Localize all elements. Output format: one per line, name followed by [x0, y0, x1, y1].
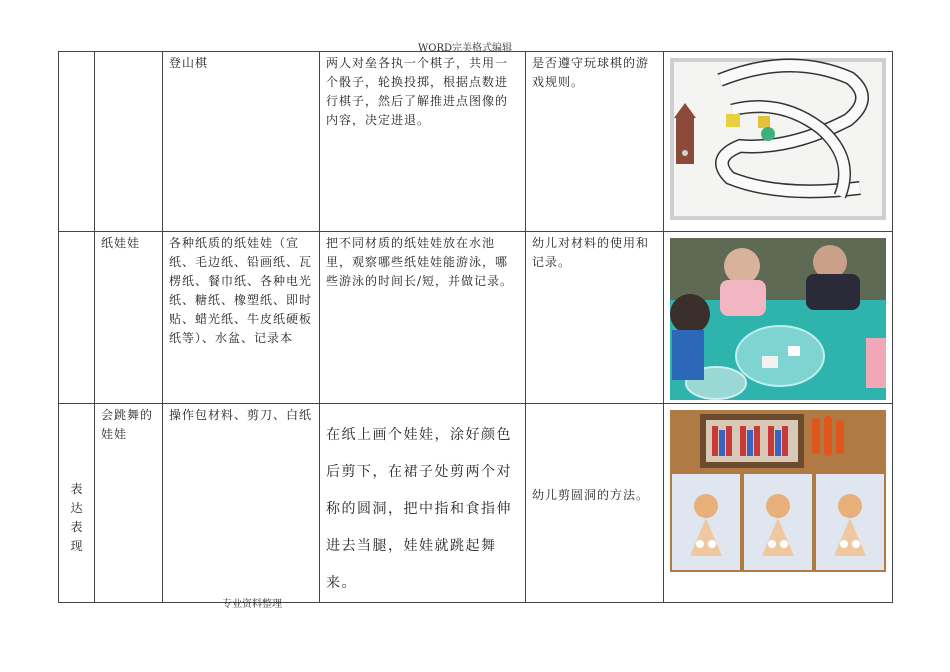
observation-cell: 幼儿对材料的使用和记录。 [526, 232, 664, 404]
materials-cell: 登山棋 [163, 52, 320, 232]
photo-cell [664, 52, 893, 232]
board-game-photo [670, 58, 886, 220]
table-row [59, 52, 893, 232]
children-water-photo [670, 238, 886, 400]
category-label: 表达表现 [70, 482, 83, 553]
category-cell-top [59, 52, 95, 232]
name-cell: 纸娃娃 [95, 232, 163, 404]
page-footer: 专业资料整理 [222, 599, 282, 610]
observation-cell: 幼儿剪圆洞的方法。 [526, 404, 664, 603]
category-cell-bottom [59, 404, 95, 603]
table-row [59, 232, 893, 404]
observation-cell: 是否遵守玩球棋的游戏规则。 [526, 52, 664, 232]
page-header: WORD完美格式编辑 [417, 43, 513, 54]
materials-cell: 操作包材料、剪刀、白纸 [163, 404, 320, 603]
method-cell: 在纸上画个娃娃，涂好颜色后剪下，在裙子处剪两个对称的圆洞，把中指和食指伸进去当腿，娃娃就跳起舞来。 [320, 404, 526, 603]
photo-cell [664, 404, 893, 603]
category-cell-middle [59, 232, 95, 404]
method-cell: 把不同材质的纸娃娃放在水池里，观察哪些纸娃娃能游泳，哪些游泳的时间长/短，并做记录。 [320, 232, 526, 404]
name-cell: 会跳舞的娃娃 [95, 404, 163, 603]
name-cell [95, 52, 163, 232]
photo-cell [664, 232, 893, 404]
dancing-doll-photo [670, 410, 886, 572]
materials-cell: 各种纸质的纸娃娃（宣纸、毛边纸、铅画纸、瓦楞纸、餐巾纸、各种电光纸、糖纸、橡塑纸、即时贴、蜡光纸、牛皮纸硬板纸等）、水盆、记录本 [163, 232, 320, 404]
table-row [59, 404, 893, 603]
method-cell: 两人对垒各执一个棋子，共用一个骰子，轮换投掷，根据点数进行棋子，然后了解推进点图像的内容，决定进退。 [320, 52, 526, 232]
activity-table [58, 51, 893, 603]
